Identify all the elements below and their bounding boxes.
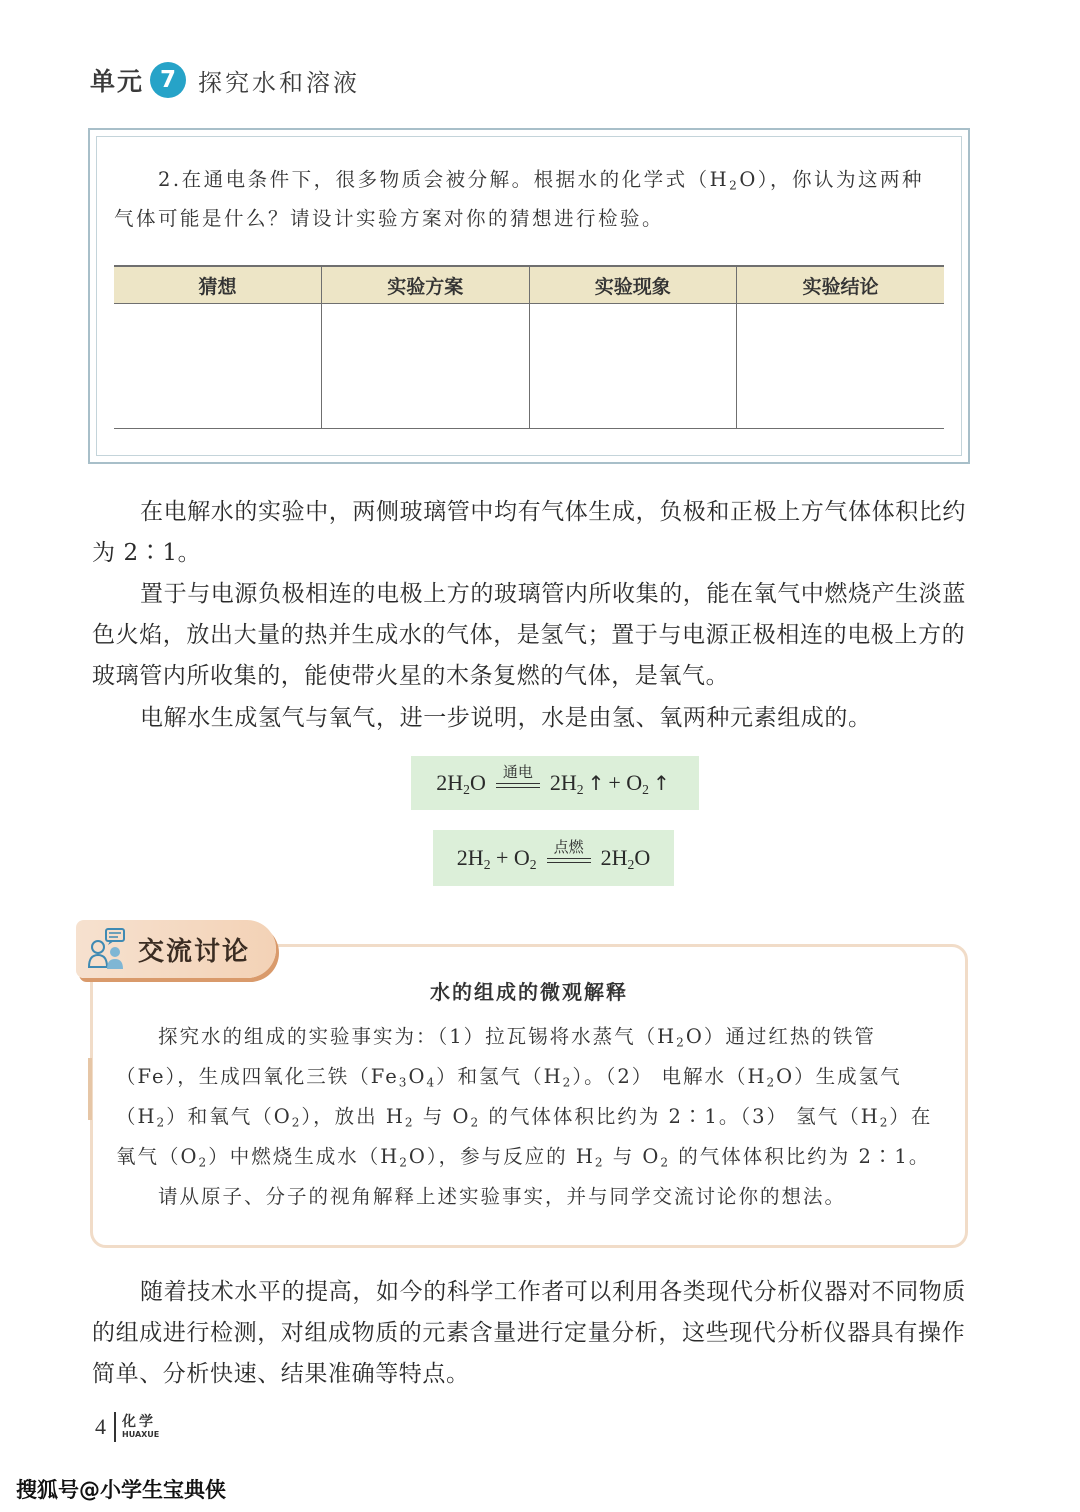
table-cell-conclusion — [737, 304, 945, 429]
table-header-row — [114, 266, 944, 304]
col-header-hypothesis: 猜想 — [114, 266, 322, 304]
discussion-prompt — [116, 1177, 946, 1217]
paragraph-electrolysis: 在电解水的实验中，两侧玻璃管中均有气体生成，负极和正极上方气体体积比约为 2∶1。 — [92, 499, 966, 566]
subject-cn: 化学 — [122, 1414, 156, 1430]
equation-condition: 点燃 — [553, 837, 584, 856]
subscript: 2 — [676, 1035, 686, 1050]
col-header-conclusion: 实验结论 — [737, 266, 945, 304]
unit-title: 探究水和溶液 — [198, 68, 361, 97]
subscript: 2 — [291, 1115, 302, 1130]
subscript: 2 — [156, 1115, 167, 1130]
page-footer — [95, 1410, 159, 1444]
equation-arrow — [496, 763, 540, 788]
subscript: 2 — [399, 1155, 409, 1170]
equation-rhs: $2H_2O$ — [600, 845, 651, 873]
subscript: 2 — [879, 1115, 890, 1130]
col-header-plan: 实验方案 — [322, 266, 530, 304]
equation-combustion — [433, 830, 674, 886]
subscript: 2 — [529, 857, 537, 873]
col-header-phenomenon: 实验现象 — [529, 266, 737, 304]
watermark: 搜狐号@小学生宝典侠 — [16, 1478, 226, 1502]
equals-sign — [547, 858, 591, 863]
activity-box — [88, 128, 970, 464]
discussion-prompt-text: 请从原子、分子的视角解释上述实验事实，并与同学交流讨论你的想法。 — [158, 1185, 847, 1208]
subject-logo — [122, 1414, 159, 1440]
unit-header — [90, 58, 360, 102]
equation-lhs: $2H_2O$ — [436, 770, 486, 798]
paragraph-conclusion: 电解水生成氢气与氧气，进一步说明，水是由氢、氧两种元素组成的。 — [140, 705, 872, 731]
task-number: 2. — [158, 168, 182, 191]
discussion-body-text: 探究水的组成的实验事实为：（1）拉瓦锡将水蒸气$(H_2O)$通过红热的铁管（Fe），生成四氧化三铁$(Fe_3O_4)$和氢气$(H_2)$。（2） 电解水$(H_2O)$生成氢气$(H_2)$和氧气$(O_2)$，放出 $H_2$ 与 $O_2$ 的气体体积比约为 2∶1。（3） 氢气$(H_2)$在氧气$(O_2)$中燃烧生成水$(H_2O)$，参与反应的 $H_2$ 与 $O_2$ 的气体体积比约为 2∶1。 — [116, 1025, 933, 1170]
subject-en: HUAXUE — [122, 1430, 160, 1439]
task-question — [114, 160, 944, 238]
table-row — [114, 304, 944, 429]
unit-label: 单元 — [90, 67, 145, 96]
subscript: 2 — [576, 782, 584, 798]
subscript: 2 — [729, 178, 740, 193]
subscript: 2 — [642, 782, 649, 798]
equation-rhs: $2H_2$ ↑ + $O_2$ ↑ — [549, 770, 670, 798]
subscript: 2 — [198, 1155, 209, 1170]
unit-number-badge: 7 — [150, 62, 186, 98]
equation-electrolysis — [411, 756, 699, 810]
subscript: 2 — [660, 1155, 671, 1170]
experiment-table — [114, 265, 944, 429]
subscript: 2 — [594, 1155, 605, 1170]
discussion-accent-bar — [88, 1058, 92, 1120]
subscript: 2 — [627, 857, 635, 873]
table-cell-phenomenon — [529, 304, 737, 429]
discussion-heading: 水的组成的微观解释 — [430, 980, 628, 1004]
subscript: 2 — [470, 1115, 481, 1130]
paragraph-gases: 置于与电源负极相连的电极上方的玻璃管内所收集的，能在氧气中燃烧产生淡蓝色火焰，放出大量的热并生成水的气体，是氢气；置于与电源正极相连的电极上方的玻璃管内所收集的，能使带火星的木条复燃的气体，是氧气。 — [92, 581, 966, 689]
gas-up-arrow: ↑ — [652, 771, 670, 795]
page-number: 4 — [95, 1412, 116, 1442]
equation-lhs: $2H_2 + O_2$ — [456, 845, 537, 873]
discussion-body — [116, 1017, 946, 1177]
table-cell-hypothesis — [114, 304, 322, 429]
subscript: 3 — [398, 1075, 409, 1090]
subscript: 2 — [766, 1075, 777, 1090]
discussion-tab-label: 交流讨论 — [138, 936, 251, 967]
subscript: 2 — [562, 1075, 573, 1090]
paragraph-modern-analysis: 随着技术水平的提高，如今的科学工作者可以利用各类现代分析仪器对不同物质的组成进行检测，对组成物质的元素含量进行定量分析，这些现代分析仪器具有操作简单、分析快速、结果准确等特点。 — [92, 1279, 966, 1387]
discussion-people-icon — [88, 927, 128, 971]
equals-sign — [496, 783, 540, 788]
table-cell-plan — [322, 304, 530, 429]
discussion-tab — [76, 920, 276, 978]
subscript: 2 — [404, 1115, 415, 1130]
subscript: 2 — [483, 857, 491, 873]
task-question-text: 在通电条件下，很多物质会被分解。根据水的化学式$(H_2O)$，你认为这两种气体可能是什么？请设计实验方案对你的猜想进行检验。 — [114, 168, 925, 230]
equation-arrow — [547, 838, 591, 863]
subscript: 2 — [463, 782, 470, 798]
gas-up-arrow: ↑ — [587, 771, 605, 795]
subscript: 4 — [426, 1075, 437, 1090]
equation-condition: 通电 — [502, 762, 533, 781]
